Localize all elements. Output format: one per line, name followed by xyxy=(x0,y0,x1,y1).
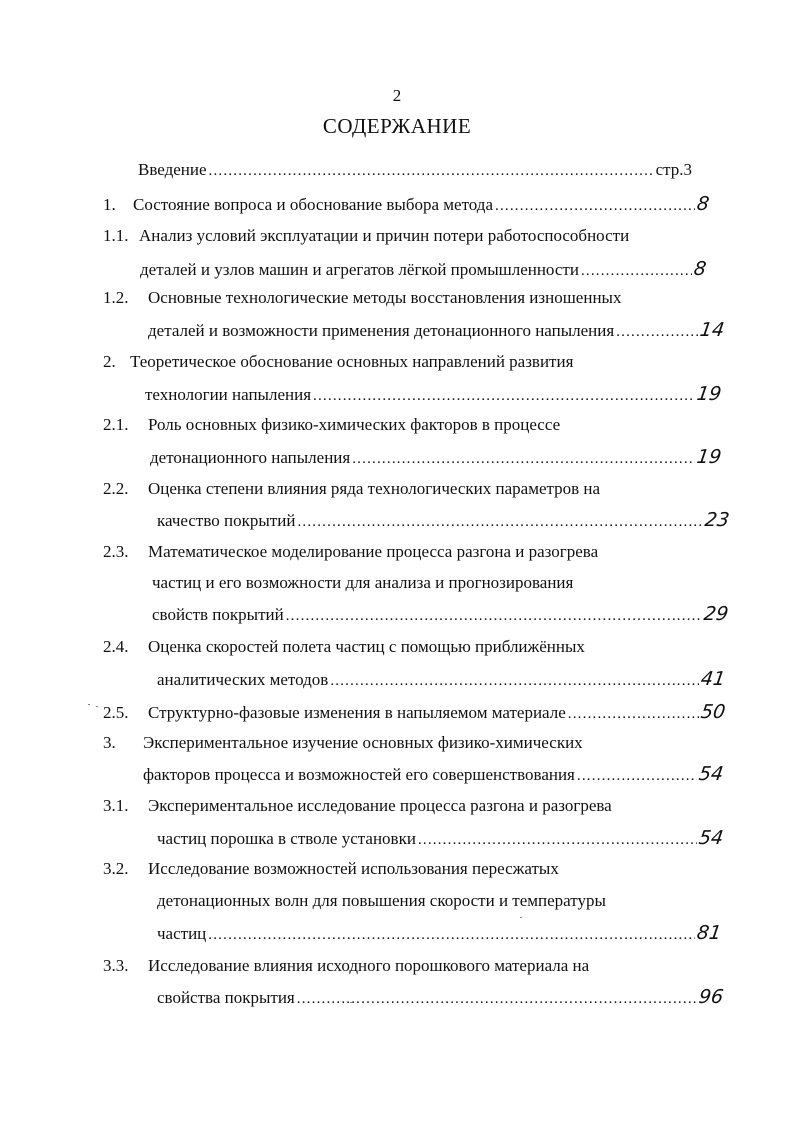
page-title: СОДЕРЖАНИЕ xyxy=(322,114,472,138)
toc-entry-line: Оценка скоростей полета частиц с помощью приближённых xyxy=(148,637,585,656)
toc-entry-continued xyxy=(143,763,725,787)
toc-intro-page: стр.3 xyxy=(655,160,692,179)
leader-dots xyxy=(616,324,698,341)
toc-entry-page: 50 xyxy=(699,701,727,723)
toc-entry-line: Экспериментальное исследование процесса разгона и разогрева xyxy=(148,796,612,815)
toc-entry xyxy=(103,733,723,757)
toc-entry-line: Структурно-фазовые изменения в напыляемом материале xyxy=(148,703,566,722)
toc-entry-page: 8 xyxy=(695,193,711,215)
toc-entry-page: 14 xyxy=(698,319,726,341)
toc-entry-number: 2.5. xyxy=(103,703,129,722)
toc-entry-page: 96 xyxy=(697,986,725,1008)
leader-dots xyxy=(313,388,695,405)
toc-entry xyxy=(103,479,723,503)
toc-entry-number: 2.1. xyxy=(103,415,129,434)
toc-entry-page: 29 xyxy=(702,603,730,625)
toc-entry-line: Оценка степени влияния ряда технологических параметров на xyxy=(148,479,601,498)
toc-entry-line: частиц и его возможности для анализа и прогнозирования xyxy=(152,573,574,592)
toc-entry-line: деталей и узлов машин и агрегатов лёгкой промышленности xyxy=(140,260,579,279)
toc-entry-continued xyxy=(157,922,723,946)
scan-speck xyxy=(88,704,90,705)
toc-entry-continued xyxy=(157,891,723,915)
toc-entry-line: детонационного напыления xyxy=(150,448,351,467)
toc-entry-page: 54 xyxy=(697,763,725,785)
toc-entry-line: качество покрытий xyxy=(157,511,296,530)
toc-entry-line: факторов процесса и возможностей его совершенствования xyxy=(143,765,575,784)
toc-entry-line: частиц порошка в стволе установки xyxy=(157,829,416,848)
toc-entry-page: 8 xyxy=(692,258,708,280)
toc-entry-line: детонационных волн для повышения скорости и температуры xyxy=(157,891,606,910)
toc-entry-number: 3.1. xyxy=(103,796,129,815)
toc-entry-line: Математическое моделирование процесса разгона и разогрева xyxy=(148,542,599,561)
leader-dots xyxy=(577,768,697,785)
scan-speck xyxy=(520,917,522,918)
toc-entry-number: 2.3. xyxy=(103,542,129,561)
toc-entry-number: 3.3. xyxy=(103,956,129,975)
toc-entry-page: 19 xyxy=(695,383,723,405)
leader-dots xyxy=(209,163,654,180)
toc-entry-page: 23 xyxy=(703,509,731,531)
toc-entry-line: аналитических методов xyxy=(157,670,329,689)
leader-dots xyxy=(418,832,697,849)
toc-entry-line: Состояние вопроса и обоснование выбора метода xyxy=(133,195,493,214)
toc-entry-number: 3. xyxy=(103,733,116,752)
toc-entry-line: Теоретическое обоснование основных направлений развития xyxy=(130,352,574,371)
toc-entry-number: 1.2. xyxy=(103,288,129,307)
toc-entry-number: 2.4. xyxy=(103,637,129,656)
leader-dots xyxy=(297,514,703,531)
toc-entry-line: свойств покрытий xyxy=(152,605,284,624)
leader-dots xyxy=(330,673,699,690)
leader-dots xyxy=(495,198,695,215)
toc-entry-continued xyxy=(157,827,725,851)
toc-entry-line: Исследование возможностей использования пересжатых xyxy=(148,859,559,878)
toc-entry-line: Исследование влияния исходного порошкового материала на xyxy=(148,956,590,975)
toc-entry-line: Роль основных физико-химических факторов в процессе xyxy=(148,415,561,434)
toc-entry-line: деталей и возможности применения детонационного напыления xyxy=(148,321,615,340)
toc-entry xyxy=(103,796,723,820)
toc-entry-continued xyxy=(157,986,725,1010)
toc-entry-line: частиц xyxy=(157,924,207,943)
toc-entry-page: 19 xyxy=(695,446,723,468)
leader-dots xyxy=(352,451,695,468)
toc-entry-continued xyxy=(145,383,723,407)
toc-entry-number: 1.1. xyxy=(103,226,129,245)
toc-entry xyxy=(103,701,727,725)
toc-entry-line: свойства покрытия xyxy=(157,988,295,1007)
toc-entry-number: 1. xyxy=(103,195,116,214)
toc-entry xyxy=(103,542,723,566)
toc-entry xyxy=(103,956,723,980)
toc-entry-continued xyxy=(157,668,727,692)
toc-entry-continued xyxy=(148,319,726,343)
toc-entry-line: Основные технологические методы восстановления изношенных xyxy=(148,288,622,307)
toc-entry xyxy=(103,288,723,312)
toc-entry-continued xyxy=(152,603,730,627)
toc-entry-continued xyxy=(157,509,731,533)
toc-entry xyxy=(103,859,723,883)
toc-entry xyxy=(103,193,723,217)
toc-entry xyxy=(103,637,723,661)
toc-entry-continued xyxy=(140,258,720,282)
scan-speck xyxy=(96,706,98,707)
leader-dots xyxy=(286,608,702,625)
page-number: 2 xyxy=(392,86,402,105)
toc-entry-page: 41 xyxy=(699,668,727,690)
toc-intro-text: Введение xyxy=(138,160,207,179)
scan-speck xyxy=(350,1002,352,1003)
toc-entry-page: 81 xyxy=(695,922,723,944)
toc-entry-continued xyxy=(150,446,723,470)
toc-entry-number: 2. xyxy=(103,352,116,371)
leader-dots xyxy=(208,927,695,944)
toc-entry xyxy=(103,352,723,376)
toc-entry-continued xyxy=(152,573,723,597)
toc-entry xyxy=(103,415,723,439)
toc-entry-number: 3.2. xyxy=(103,859,129,878)
toc-intro xyxy=(138,160,692,184)
leader-dots xyxy=(568,706,699,723)
toc-entry-page: 54 xyxy=(697,827,725,849)
toc-entry xyxy=(103,226,723,250)
leader-dots xyxy=(581,263,692,280)
toc-entry-number: 2.2. xyxy=(103,479,129,498)
leader-dots xyxy=(297,991,697,1008)
toc-entry-line: технологии напыления xyxy=(145,385,312,404)
toc-entry-line: Анализ условий эксплуатации и причин потери работоспособности xyxy=(139,226,630,245)
toc-entry-line: Экспериментальное изучение основных физико-химических xyxy=(143,733,583,752)
